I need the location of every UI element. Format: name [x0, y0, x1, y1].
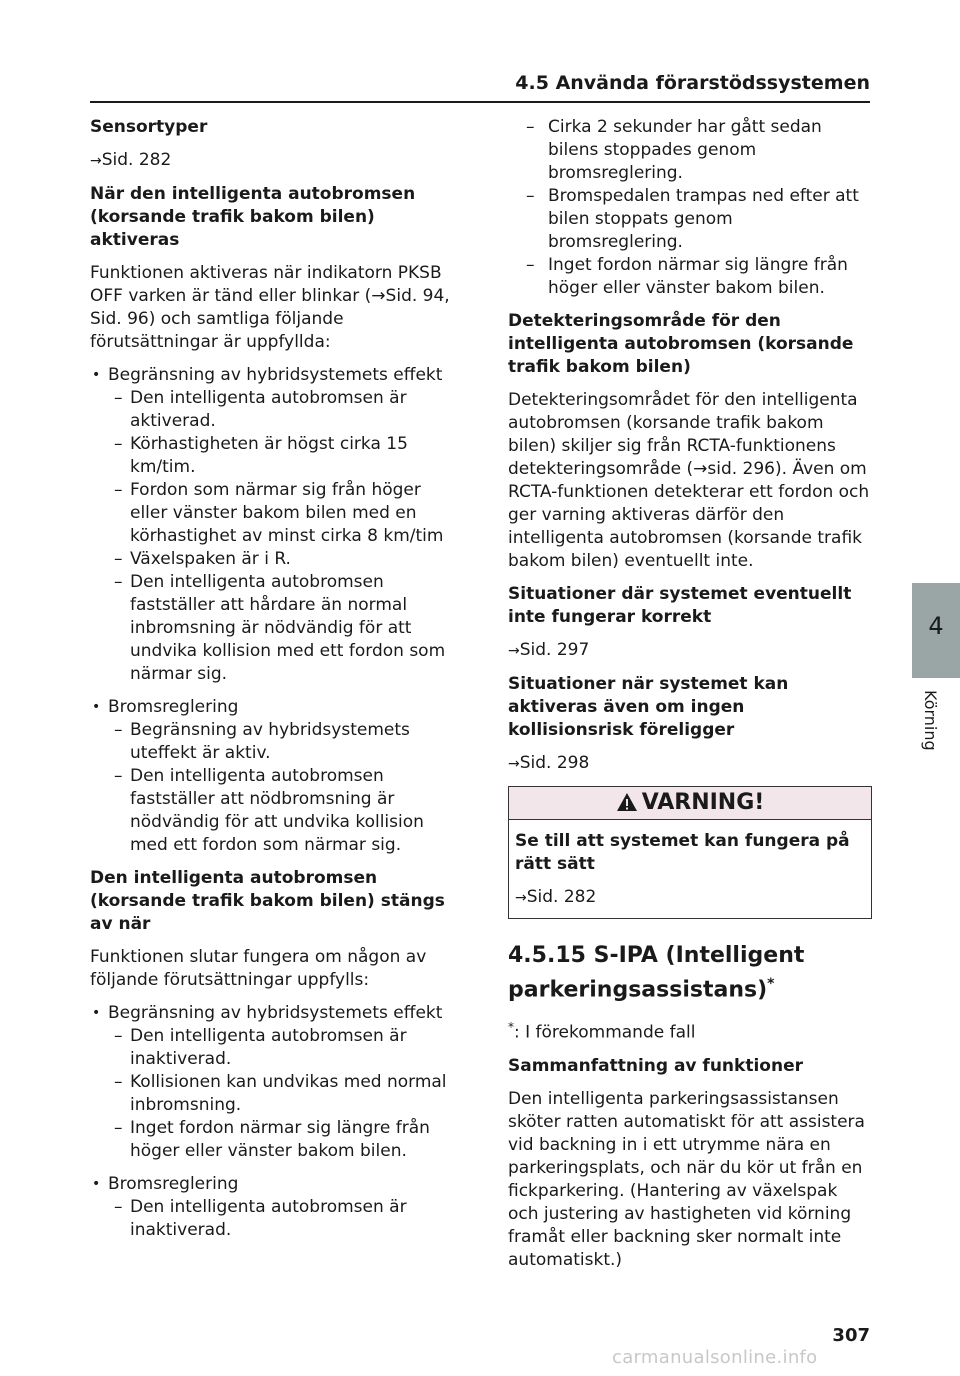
off-bullet-1 — [90, 1002, 462, 1163]
bullet-label: • Begränsning av hybridsystemets effekt — [90, 1002, 462, 1025]
list-item: – Den intelligenta autobromsen är inaktiverad. — [114, 1197, 407, 1240]
list-item: – Bromspedalen trampas ned efter att bilen stoppats genom bromsreglering. — [526, 186, 859, 252]
situations-heading: Situationer där systemet eventuellt inte fungerar korrekt — [508, 584, 852, 627]
list-item: – Den intelligenta autobromsen är inaktiverad. — [114, 1026, 407, 1069]
list-item: – Den intelligenta autobromsen fastställer att nödbromsning är nödvändig för att undvika kollision med ett fordon som närmar sig. — [114, 766, 424, 855]
summary-heading: Sammanfattning av funktioner — [508, 1055, 803, 1076]
off-heading: Den intelligenta autobromsen (korsande trafik bakom bilen) stängs av när — [90, 868, 445, 934]
situations-ref[interactable]: →Sid. 297 — [508, 640, 590, 660]
warning-heading: Se till att systemet kan fungera på rätt sätt — [515, 831, 850, 874]
list-item: – Inget fordon närmar sig längre från höger eller vänster bakom bilen. — [526, 255, 848, 298]
chapter-number: 4 — [928, 612, 944, 640]
summary-text: Den intelligenta parkeringsassistansen sköter ratten automatiskt för att assistera vid backning in i ett utrymme nära en parkeringsplats, och när du kör ut från en fickparkering. (Hantering av växelspak och justering av hastigheten vid körning framåt eller backning sker normalt inte automatiskt.) — [508, 1088, 865, 1270]
bullet-label: • Begränsning av hybridsystemets effekt — [90, 364, 462, 387]
bullet-label: • Bromsreglering — [90, 1173, 462, 1196]
bullet-label: • Bromsreglering — [90, 696, 462, 719]
section-title: 4.5.15 S-IPA (Intelligent parkeringsassistans)* — [508, 943, 805, 1003]
arrow-right-icon: → — [508, 643, 520, 659]
header-divider — [90, 101, 870, 103]
activate-bullet-2 — [90, 696, 462, 857]
watermark: carmanualsonline.info — [612, 1347, 818, 1368]
arrow-right-icon: → — [515, 890, 527, 906]
warning-title: VARNING! — [641, 790, 765, 815]
activate-heading: När den intelligenta autobromsen (korsande trafik bakom bilen) aktiveras — [90, 184, 416, 250]
chapter-label: Körning — [921, 690, 940, 751]
detect-text: Detekteringsområdet för den intelligenta autobromsen (korsande trafik bakom bilen) skiljer sig från RCTA-funktionens detekteringsområde (→sid. 296). Även om RCTA-funktionen detekterar ett fordon och ger varning aktiveras därför den intelligenta autobromsen (korsande trafik bakom bilen) eventuellt inte. — [508, 390, 870, 571]
false-activation-ref[interactable]: →Sid. 298 — [508, 753, 590, 773]
list-item: – Den intelligenta autobromsen är aktiverad. — [114, 388, 407, 431]
right-column — [508, 116, 872, 1282]
list-item: – Växelspaken är i R. — [114, 549, 291, 569]
sensortyper-ref[interactable]: →Sid. 282 — [90, 150, 172, 170]
list-item: – Fordon som närmar sig från höger eller vänster bakom bilen med en körhastighet av minst cirka 8 km/tim — [114, 480, 444, 546]
warning-body — [509, 820, 871, 918]
page-header: 4.5 Använda förarstödssystemen — [515, 72, 870, 94]
false-activation-heading: Situationer när systemet kan aktiveras även om ingen kollisionsrisk föreligger — [508, 674, 789, 740]
off-bullet-2 — [90, 1173, 462, 1242]
page-number: 307 — [832, 1325, 870, 1346]
left-column — [90, 116, 462, 1252]
warning-ref[interactable]: →Sid. 282 — [515, 887, 597, 907]
off-text: Funktionen slutar fungera om någon av följande förutsättningar uppfylls: — [90, 947, 427, 990]
footnote: *: I förekommande fall — [508, 1020, 696, 1043]
list-item: – Körhastigheten är högst cirka 15 km/tim. — [114, 434, 408, 477]
section-star: * — [767, 976, 775, 992]
warning-triangle-icon — [616, 790, 638, 822]
arrow-right-icon: → — [508, 756, 520, 772]
activate-bullet-1 — [90, 364, 462, 686]
sensortyper-heading: Sensortyper — [90, 117, 208, 137]
list-item: – Kollisionen kan undvikas med normal inbromsning. — [114, 1072, 447, 1115]
continued-list — [508, 116, 872, 300]
arrow-right-icon: → — [90, 153, 102, 169]
list-item: – Begränsning av hybridsystemets uteffekt är aktiv. — [114, 720, 410, 763]
list-item: – Inget fordon närmar sig längre från höger eller vänster bakom bilen. — [114, 1118, 430, 1161]
list-item: – Den intelligenta autobromsen fastställer att hårdare än normal inbromsning är nödvändig för att undvika kollision med ett fordon som närmar sig. — [114, 572, 446, 684]
list-item: – Cirka 2 sekunder har gått sedan bilens stoppades genom bromsreglering. — [526, 117, 822, 183]
activate-text: Funktionen aktiveras när indikatorn PKSB OFF varken är tänd eller blinkar (→Sid. 94, Sid. 96) och samtliga följande förutsättningar är uppfyllda: — [90, 263, 450, 352]
warning-header — [509, 787, 871, 820]
detect-heading: Detekteringsområde för den intelligenta autobromsen (korsande trafik bakom bilen) — [508, 311, 854, 377]
warning-box — [508, 786, 872, 919]
